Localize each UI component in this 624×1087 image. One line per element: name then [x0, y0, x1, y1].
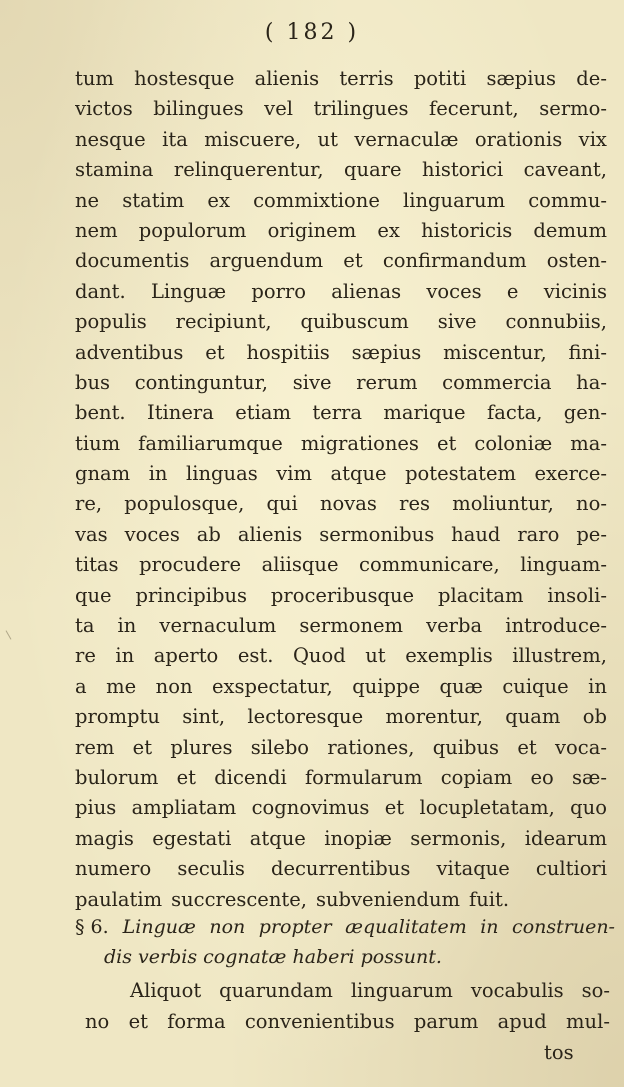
body-text-line: re, populosque, qui novas res moliuntur, no- — [75, 492, 607, 516]
paragraph-2 — [85, 975, 610, 1037]
body-text-line: victos bilingues vel trilingues fecerunt, sermo- — [75, 97, 607, 121]
body-text-line: bent. Itinera etiam terra marique facta, gen- — [75, 401, 607, 425]
body-text-line: ta in vernaculum sermonem verba introduce- — [75, 614, 607, 638]
body-text-line: nem populorum originem ex historicis demum — [75, 218, 607, 242]
body-text-line: a me non exspectatur, quippe quæ cuique in — [75, 674, 607, 698]
section-heading-line-1 — [75, 912, 615, 942]
body-text-line: gnam in linguas vim atque potestatem exerce- — [75, 462, 607, 486]
body-text-line: paulatim succrescente, subveniendum fuit. — [75, 887, 510, 911]
section-title-line-2: dis verbis cognatæ haberi possunt. — [104, 946, 442, 968]
body-text-line: bulorum et dicendi formularum copiam eo sæ- — [75, 765, 607, 789]
section-title-line-1: Linguæ non propter æqualitatem in construen- — [122, 916, 615, 938]
body-text-line: promptu sint, lectoresque morentur, quam ob — [75, 705, 607, 729]
catchword: tos — [544, 1041, 574, 1064]
body-text-line: titas procudere aliisque communicare, linguam- — [75, 553, 607, 577]
section-number: § 6. — [75, 916, 109, 938]
margin-mark — [6, 630, 12, 639]
body-text-line: ne statim ex commixtione linguarum commu- — [75, 188, 607, 212]
body-text-line: magis egestati atque inopiæ sermonis, idearum — [75, 826, 607, 850]
body-text — [75, 64, 607, 915]
body-text-line: nesque ita miscuere, ut vernaculæ orationis vix — [75, 127, 607, 151]
paragraph-2-line: Aliquot quarundam linguarum vocabulis so- — [130, 979, 610, 1002]
body-text-line: tium familiarumque migrationes et coloniæ ma- — [75, 431, 607, 455]
body-text-line: bus continguntur, sive rerum commercia ha- — [75, 370, 607, 394]
body-text-line: que principibus proceribusque placitam insoli- — [75, 583, 607, 607]
section-heading — [75, 912, 615, 972]
body-text-line: documentis arguendum et confirmandum osten- — [75, 249, 607, 273]
page-number: ( 182 ) — [264, 20, 360, 45]
body-text-line: numero seculis decurrentibus vitaque cultiori — [75, 857, 607, 881]
body-text-line: dant. Linguæ porro alienas voces e vicinis — [75, 279, 607, 303]
body-text-line: rem et plures silebo rationes, quibus et voca- — [75, 735, 607, 759]
body-text-line: vas voces ab alienis sermonibus haud raro pe- — [75, 522, 607, 546]
body-text-line: adventibus et hospitiis sæpius miscentur, fini- — [75, 340, 607, 364]
body-text-line: populis recipiunt, quibuscum sive connubiis, — [75, 310, 607, 334]
body-text-line: pius ampliatam cognovimus et locupletatam, quo — [75, 796, 607, 820]
body-text-line: tum hostesque alienis terris potiti sæpius de- — [75, 67, 607, 90]
body-text-line: stamina relinquerentur, quare historici caveant, — [75, 158, 607, 182]
body-text-line: re in aperto est. Quod ut exemplis illustrem, — [75, 644, 607, 668]
paragraph-2-line: no et forma convenientibus parum apud mul- — [85, 1010, 610, 1033]
